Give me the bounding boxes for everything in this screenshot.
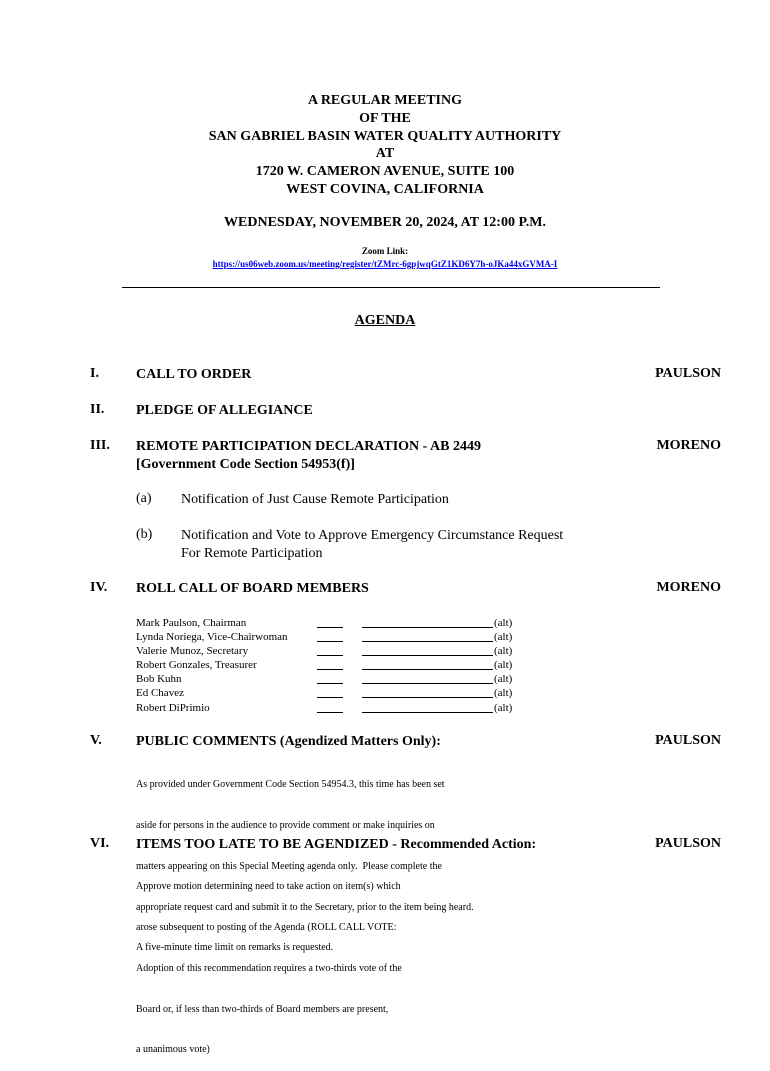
member-name: Robert Gonzales, Treasurer (136, 659, 257, 672)
item-title-cont: [Government Code Section 54953(f)] (136, 457, 355, 472)
roll-call-row (136, 672, 536, 686)
alternate-blank (362, 669, 493, 670)
vote-blank (317, 669, 343, 670)
item-title: ITEMS TOO LATE TO BE AGENDIZED - Recommended Action: (136, 837, 537, 852)
alternate-blank (362, 712, 493, 713)
alt-label: (alt) (494, 659, 513, 672)
description-line: arose subsequent to posting of the Agenda (ROLL CALL VOTE: (136, 921, 397, 933)
vote-blank (317, 712, 343, 713)
item-title: PLEDGE OF ALLEGIANCE (136, 403, 313, 418)
item-number: VI. (90, 836, 110, 851)
description-line: aside for persons in the audience to provide comment or make inquiries on (136, 819, 435, 831)
member-name: Lynda Noriega, Vice-Chairwoman (136, 631, 288, 644)
item-number: IV. (90, 580, 108, 595)
description-line: matters appearing on this Special Meeting agenda only. Please complete the (136, 860, 442, 872)
item-presenter: PAULSON (655, 733, 721, 748)
item-number: III. (90, 438, 110, 453)
vote-blank (317, 697, 343, 698)
zoom-link[interactable]: https://us06web.zoom.us/meeting/register/tZMrc-6gpjwqGtZ1KD6Y7h-oJKa44xGVMA-I (212, 259, 558, 269)
header-line: AT (375, 146, 395, 162)
header-line: WEST COVINA, CALIFORNIA (286, 181, 484, 197)
agenda-title: AGENDA (354, 313, 416, 328)
alt-label: (alt) (494, 631, 513, 644)
subitem-letter: (b) (136, 527, 153, 542)
item-title: ROLL CALL OF BOARD MEMBERS (136, 581, 369, 596)
subitem-text-cont: For Remote Participation (181, 546, 323, 561)
member-name: Robert DiPrimio (136, 701, 210, 714)
vote-blank (317, 641, 343, 642)
item-presenter: PAULSON (655, 366, 721, 381)
vote-blank (317, 627, 343, 628)
item-number: II. (90, 402, 105, 417)
member-name: Mark Paulson, Chairman (136, 617, 247, 629)
alternate-blank (362, 627, 493, 628)
subitem-text: Notification of Just Cause Remote Participation (181, 492, 449, 507)
description-line: Board or, if less than two-thirds of Board members are present, (136, 1003, 389, 1015)
roll-call-row (136, 644, 536, 658)
vote-blank (317, 683, 343, 684)
item-title: REMOTE PARTICIPATION DECLARATION - AB 2449 (136, 439, 481, 454)
header-line: SAN GABRIEL BASIN WATER QUALITY AUTHORITY (208, 128, 562, 144)
description-line: As provided under Government Code Section 54954.3, this time has been set (136, 779, 445, 791)
member-name: Bob Kuhn (136, 673, 182, 686)
alternate-blank (362, 641, 493, 642)
alt-label: (alt) (494, 645, 513, 658)
item-presenter: PAULSON (655, 836, 721, 851)
roll-call-row (136, 658, 536, 672)
description-line: a unanimous vote) (136, 1044, 210, 1056)
alternate-blank (362, 697, 493, 698)
item-number: I. (90, 366, 99, 381)
item-title: PUBLIC COMMENTS (Agendized Matters Only): (136, 734, 441, 749)
meeting-date: WEDNESDAY, NOVEMBER 20, 2024, AT 12:00 P.M. (224, 215, 546, 230)
header-line: A REGULAR MEETING (307, 93, 463, 108)
subitem-text: Notification and Vote to Approve Emergency Circumstance Request (181, 528, 564, 543)
roll-call-row (136, 686, 536, 700)
item-presenter: MORENO (656, 438, 721, 453)
alternate-blank (362, 683, 493, 684)
vote-blank (317, 655, 343, 656)
zoom-label: Zoom Link: (361, 246, 409, 256)
alt-label: (alt) (494, 617, 513, 629)
item-title: CALL TO ORDER (136, 367, 252, 382)
header-line: 1720 W. CAMERON AVENUE, SUITE 100 (255, 164, 515, 180)
alternate-blank (362, 655, 493, 656)
member-name: Valerie Munoz, Secretary (136, 645, 249, 658)
description-line: Approve motion determining need to take action on item(s) which (136, 881, 401, 893)
description-line: Adoption of this recommendation requires a two-thirds vote of the (136, 962, 402, 974)
alt-label: (alt) (494, 673, 513, 686)
horizontal-rule (122, 287, 660, 288)
member-name: Ed Chavez (136, 687, 184, 700)
roll-call-row (136, 630, 536, 644)
meeting-header (0, 92, 770, 199)
item-presenter: MORENO (656, 580, 721, 595)
roll-call-row (136, 701, 536, 715)
roll-call-row (136, 616, 536, 630)
header-line: OF THE (359, 110, 411, 126)
alt-label: (alt) (494, 687, 513, 700)
description-line: A five-minute time limit on remarks is requested. (136, 942, 334, 954)
item-description (136, 853, 402, 1071)
item-number: V. (90, 733, 102, 748)
alt-label: (alt) (494, 701, 513, 714)
roll-call-list (136, 616, 536, 715)
subitem-letter: (a) (136, 491, 152, 506)
description-line: appropriate request card and submit it to the Secretary, prior to the item being heard. (136, 901, 474, 913)
